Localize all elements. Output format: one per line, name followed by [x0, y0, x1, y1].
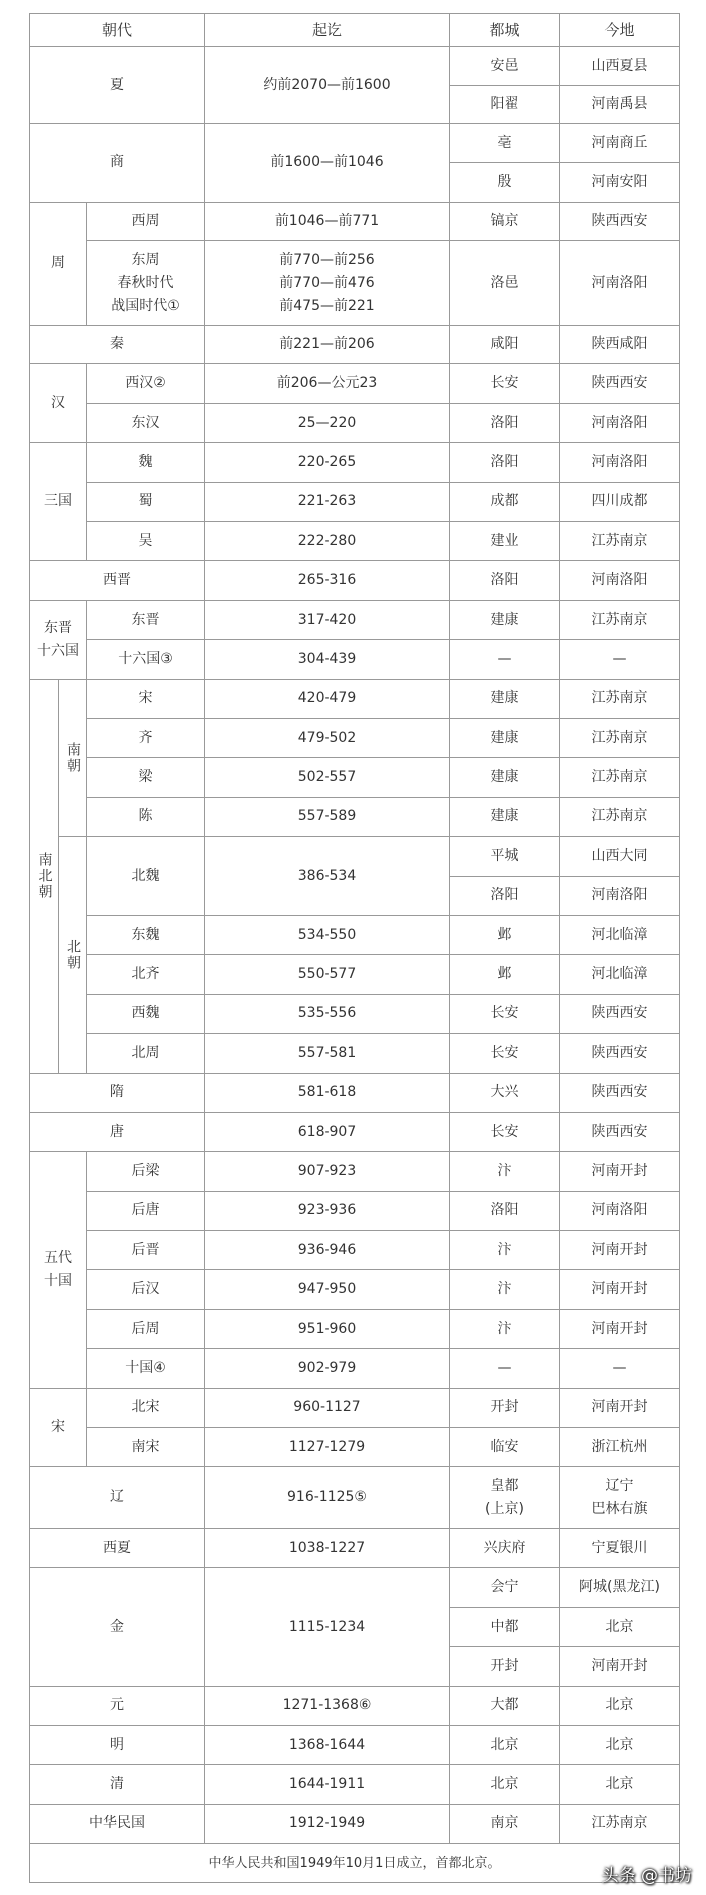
- capital-cell: 洛阳: [450, 1191, 560, 1230]
- location-cell: 河南洛阳: [560, 876, 680, 915]
- dynasty-table: [29, 13, 680, 1883]
- location-cell: 河南开封: [560, 1388, 680, 1427]
- location-cell: 河南开封: [560, 1231, 680, 1270]
- period-cell: 960-1127: [205, 1388, 450, 1427]
- capital-cell: 殷: [450, 163, 560, 202]
- period-line: 前475—前221: [279, 297, 375, 314]
- period-cell: 420-479: [205, 679, 450, 718]
- table-row: [30, 1034, 680, 1073]
- period-cell: 535-556: [205, 994, 450, 1033]
- capital-cell: 临安: [450, 1428, 560, 1467]
- table-row: [30, 718, 680, 757]
- capital-cell: 汴: [450, 1231, 560, 1270]
- location-cell: 江苏南京: [560, 718, 680, 757]
- subdynasty-name: 后唐: [87, 1191, 205, 1230]
- table-row: [30, 124, 680, 163]
- period-cell: 25—220: [205, 403, 450, 442]
- location-cell: 江苏南京: [560, 600, 680, 639]
- location-cell: 阿城(黑龙江): [560, 1568, 680, 1607]
- capital-cell: 建康: [450, 797, 560, 836]
- table-row: [30, 326, 680, 364]
- subdynasty-name: 北齐: [87, 955, 205, 994]
- period-cell: 约前2070—前1600: [205, 47, 450, 124]
- capital-cell: 汴: [450, 1152, 560, 1191]
- location-cell: 河南洛阳: [560, 241, 680, 326]
- header-today: 今地: [560, 14, 680, 47]
- table-row: [30, 1309, 680, 1348]
- table-row: [30, 241, 680, 326]
- capital-cell: 平城: [450, 837, 560, 876]
- capital-cell: 长安: [450, 364, 560, 403]
- subdynasty-name: 北魏: [87, 837, 205, 916]
- subdynasty-name: 梁: [87, 758, 205, 797]
- period-cell: 534-550: [205, 915, 450, 954]
- period-cell: 1127-1279: [205, 1428, 450, 1467]
- capital-cell: 镐京: [450, 202, 560, 240]
- capital-cell: 洛阳: [450, 443, 560, 482]
- period-line: 前770—前476: [279, 274, 375, 291]
- dynasty-name: 唐: [30, 1112, 205, 1151]
- capital-cell: 开封: [450, 1647, 560, 1686]
- period-cell: 1912-1949: [205, 1804, 450, 1843]
- capital-cell: 建业: [450, 522, 560, 561]
- location-cell: 河南禹县: [560, 85, 680, 123]
- table-row: [30, 797, 680, 836]
- subdynasty-name: 十国④: [87, 1349, 205, 1388]
- subdynasty-name: [87, 241, 205, 326]
- dynasty-name: 商: [30, 124, 205, 203]
- capital-cell: 南京: [450, 1804, 560, 1843]
- header-row: [30, 14, 680, 47]
- header-dynasty: 朝代: [30, 14, 205, 47]
- location-cell: 山西夏县: [560, 47, 680, 85]
- capital-cell: 兴庆府: [450, 1529, 560, 1568]
- period-cell: 902-979: [205, 1349, 450, 1388]
- table-row: [30, 1428, 680, 1467]
- location-cell: 河北临漳: [560, 955, 680, 994]
- subdynasty-name: 十六国③: [87, 640, 205, 679]
- period-cell: 222-280: [205, 522, 450, 561]
- period-cell: 502-557: [205, 758, 450, 797]
- subdynasty-name: 魏: [87, 443, 205, 482]
- period-cell: 前1046—前771: [205, 202, 450, 240]
- subdynasty-name: 后汉: [87, 1270, 205, 1309]
- location-cell: 江苏南京: [560, 758, 680, 797]
- capital-cell: 亳: [450, 124, 560, 163]
- location-cell: 河南洛阳: [560, 561, 680, 600]
- location-cell: 河南洛阳: [560, 443, 680, 482]
- dynasty-name: 明: [30, 1725, 205, 1764]
- subdynasty-name: 宋: [87, 679, 205, 718]
- dynasty-line: 五代: [44, 1249, 72, 1266]
- period-cell: 936-946: [205, 1231, 450, 1270]
- capital-cell: 成都: [450, 482, 560, 521]
- table-row: [30, 837, 680, 876]
- period-cell: 304-439: [205, 640, 450, 679]
- table-row: [30, 679, 680, 718]
- period-cell: 220-265: [205, 443, 450, 482]
- dynasty-line: 十国: [44, 1272, 72, 1289]
- dynasty-line: 东晋: [44, 619, 72, 636]
- location-cell: 江苏南京: [560, 522, 680, 561]
- dynasty-name: 宋: [30, 1388, 87, 1467]
- table-row: [30, 1765, 680, 1804]
- location-cell: 陕西西安: [560, 1073, 680, 1112]
- period-cell: 221-263: [205, 482, 450, 521]
- location-cell: 陕西西安: [560, 1034, 680, 1073]
- location-cell: 山西大同: [560, 837, 680, 876]
- table-row: [30, 1568, 680, 1607]
- location-cell: 江苏南京: [560, 1804, 680, 1843]
- capital-line: 皇都: [490, 1477, 519, 1494]
- dynasty-name: 西夏: [30, 1529, 205, 1568]
- location-line: 辽宁: [605, 1477, 634, 1494]
- period-cell: [205, 241, 450, 326]
- capital-cell: 长安: [450, 1112, 560, 1151]
- capital-cell: 北京: [450, 1725, 560, 1764]
- dynasty-name: 三国: [30, 443, 87, 561]
- subdynasty-line: 东周: [131, 251, 160, 268]
- capital-cell: [450, 1467, 560, 1529]
- capital-cell: 洛阳: [450, 561, 560, 600]
- capital-cell: 阳翟: [450, 85, 560, 123]
- location-cell: 北京: [560, 1607, 680, 1646]
- subdynasty-name: 后晋: [87, 1231, 205, 1270]
- period-cell: 581-618: [205, 1073, 450, 1112]
- location-cell: 宁夏银川: [560, 1529, 680, 1568]
- capital-cell: 邺: [450, 955, 560, 994]
- table-row: [30, 1467, 680, 1529]
- dynasty-name: 南北朝: [30, 679, 59, 1073]
- subdynasty-name: 后周: [87, 1309, 205, 1348]
- capital-cell: 洛阳: [450, 876, 560, 915]
- subdynasty-name: 齐: [87, 718, 205, 757]
- subdynasty-name: 蜀: [87, 482, 205, 521]
- capital-cell: 大兴: [450, 1073, 560, 1112]
- table-row: [30, 1231, 680, 1270]
- capital-cell: 长安: [450, 994, 560, 1033]
- table-row: [30, 1191, 680, 1230]
- period-cell: 1271-1368⑥: [205, 1686, 450, 1725]
- location-cell: 河南洛阳: [560, 1191, 680, 1230]
- capital-cell: —: [450, 1349, 560, 1388]
- footer-row: [30, 1844, 680, 1883]
- table-row: [30, 1388, 680, 1427]
- table-row: [30, 955, 680, 994]
- watermark: 头条 @书坊: [601, 1866, 692, 1886]
- period-cell: 923-936: [205, 1191, 450, 1230]
- subdynasty-group: 南朝: [59, 679, 87, 837]
- capital-cell: 咸阳: [450, 326, 560, 364]
- capital-line: (上京): [485, 1500, 524, 1517]
- location-cell: 北京: [560, 1765, 680, 1804]
- capital-cell: 汴: [450, 1309, 560, 1348]
- location-cell: 河南开封: [560, 1270, 680, 1309]
- dynasty-name: [30, 1152, 87, 1388]
- capital-cell: 开封: [450, 1388, 560, 1427]
- period-cell: 317-420: [205, 600, 450, 639]
- location-cell: 河南洛阳: [560, 403, 680, 442]
- location-cell: 河南开封: [560, 1647, 680, 1686]
- period-cell: 557-589: [205, 797, 450, 836]
- location-cell: 江苏南京: [560, 797, 680, 836]
- table-row: [30, 202, 680, 240]
- capital-cell: 中都: [450, 1607, 560, 1646]
- location-cell: 浙江杭州: [560, 1428, 680, 1467]
- table-row: [30, 522, 680, 561]
- location-cell: 河南开封: [560, 1152, 680, 1191]
- location-cell: 河南安阳: [560, 163, 680, 202]
- subdynasty-name: 西魏: [87, 994, 205, 1033]
- capital-cell: 汴: [450, 1270, 560, 1309]
- capital-cell: 建康: [450, 600, 560, 639]
- location-cell: 陕西西安: [560, 1112, 680, 1151]
- subdynasty-name: 北周: [87, 1034, 205, 1073]
- dynasty-line: 十六国: [37, 642, 79, 659]
- table-row: [30, 640, 680, 679]
- subdynasty-name: 陈: [87, 797, 205, 836]
- period-cell: 前221—前206: [205, 326, 450, 364]
- dynasty-name: 隋: [30, 1073, 205, 1112]
- dynasty-name: 汉: [30, 364, 87, 443]
- capital-cell: 建康: [450, 718, 560, 757]
- subdynasty-line: 春秋时代: [117, 274, 174, 291]
- period-cell: 916-1125⑤: [205, 1467, 450, 1529]
- dynasty-name: 周: [30, 202, 87, 325]
- subdynasty-name: 东汉: [87, 403, 205, 442]
- capital-cell: 长安: [450, 1034, 560, 1073]
- table-row: [30, 758, 680, 797]
- capital-cell: 安邑: [450, 47, 560, 85]
- period-cell: 1038-1227: [205, 1529, 450, 1568]
- capital-cell: —: [450, 640, 560, 679]
- table-row: [30, 1112, 680, 1151]
- period-cell: 947-950: [205, 1270, 450, 1309]
- capital-cell: 大都: [450, 1686, 560, 1725]
- subdynasty-name: 东魏: [87, 915, 205, 954]
- table-row: [30, 364, 680, 403]
- dynasty-name: 中华民国: [30, 1804, 205, 1843]
- dynasty-name: 夏: [30, 47, 205, 124]
- location-cell: 陕西西安: [560, 202, 680, 240]
- period-cell: 907-923: [205, 1152, 450, 1191]
- location-cell: 四川成都: [560, 482, 680, 521]
- dynasty-name: 金: [30, 1568, 205, 1686]
- location-cell: 陕西西安: [560, 994, 680, 1033]
- period-cell: 265-316: [205, 561, 450, 600]
- footer-note: 中华人民共和国1949年10月1日成立，首都北京。: [30, 1844, 680, 1883]
- location-cell: —: [560, 1349, 680, 1388]
- location-cell: 北京: [560, 1725, 680, 1764]
- period-cell: 557-581: [205, 1034, 450, 1073]
- location-cell: 陕西咸阳: [560, 326, 680, 364]
- subdynasty-name: 西汉②: [87, 364, 205, 403]
- subdynasty-name: 北宋: [87, 1388, 205, 1427]
- capital-cell: 建康: [450, 679, 560, 718]
- period-cell: 550-577: [205, 955, 450, 994]
- table-row: [30, 1804, 680, 1843]
- location-cell: 河南商丘: [560, 124, 680, 163]
- capital-cell: 会宁: [450, 1568, 560, 1607]
- table-row: [30, 915, 680, 954]
- location-line: 巴林右旗: [591, 1500, 648, 1517]
- subdynasty-name: 南宋: [87, 1428, 205, 1467]
- dynasty-name: 辽: [30, 1467, 205, 1529]
- subdynasty-line: 战国时代①: [111, 297, 180, 314]
- period-cell: 386-534: [205, 837, 450, 916]
- period-line: 前770—前256: [279, 251, 375, 268]
- subdynasty-name: 西周: [87, 202, 205, 240]
- table-row: [30, 1152, 680, 1191]
- table-row: [30, 1270, 680, 1309]
- location-cell: [560, 1467, 680, 1529]
- dynasty-name: 秦: [30, 326, 205, 364]
- location-cell: 河南开封: [560, 1309, 680, 1348]
- table-row: [30, 1349, 680, 1388]
- table-row: [30, 403, 680, 442]
- location-cell: —: [560, 640, 680, 679]
- period-cell: 1644-1911: [205, 1765, 450, 1804]
- period-cell: 1368-1644: [205, 1725, 450, 1764]
- period-cell: 479-502: [205, 718, 450, 757]
- capital-cell: 北京: [450, 1765, 560, 1804]
- capital-cell: 洛邑: [450, 241, 560, 326]
- table-row: [30, 482, 680, 521]
- table-row: [30, 1073, 680, 1112]
- capital-cell: 邺: [450, 915, 560, 954]
- table-row: [30, 1529, 680, 1568]
- subdynasty-name: 东晋: [87, 600, 205, 639]
- subdynasty-name: 后梁: [87, 1152, 205, 1191]
- dynasty-name: 清: [30, 1765, 205, 1804]
- location-cell: 陕西西安: [560, 364, 680, 403]
- period-cell: 1115-1234: [205, 1568, 450, 1686]
- period-cell: 前1600—前1046: [205, 124, 450, 203]
- location-cell: 河北临漳: [560, 915, 680, 954]
- table-row: [30, 1725, 680, 1764]
- location-cell: 北京: [560, 1686, 680, 1725]
- table-row: [30, 994, 680, 1033]
- dynasty-name: 元: [30, 1686, 205, 1725]
- period-cell: 前206—公元23: [205, 364, 450, 403]
- dynasty-name: 西晋: [30, 561, 205, 600]
- table-row: [30, 600, 680, 639]
- capital-cell: 洛阳: [450, 403, 560, 442]
- subdynasty-group: 北朝: [59, 837, 87, 1073]
- header-capital: 都城: [450, 14, 560, 47]
- subdynasty-name: 吴: [87, 522, 205, 561]
- table-row: [30, 1686, 680, 1725]
- table-row: [30, 561, 680, 600]
- table-row: [30, 47, 680, 85]
- table-row: [30, 443, 680, 482]
- location-cell: 江苏南京: [560, 679, 680, 718]
- capital-cell: 建康: [450, 758, 560, 797]
- dynasty-name: [30, 600, 87, 679]
- period-cell: 618-907: [205, 1112, 450, 1151]
- header-period: 起讫: [205, 14, 450, 47]
- period-cell: 951-960: [205, 1309, 450, 1348]
